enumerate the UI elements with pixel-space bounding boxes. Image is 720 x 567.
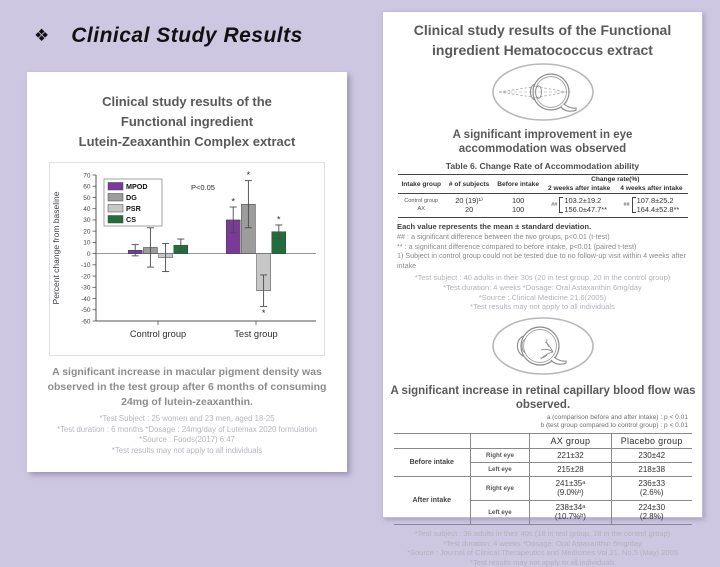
significance-legend (383, 414, 688, 431)
svg-text:P<0.05: P<0.05 (191, 183, 215, 192)
footnote-line: *Source : Clinical Medicine 21.6(2005) (478, 292, 607, 302)
table1-subheader: 2 weeks after intake (547, 185, 611, 192)
right-title-line: ingredient Hematococcus extract (432, 42, 653, 58)
table2-header (471, 433, 530, 448)
svg-text:10: 10 (83, 239, 91, 247)
table-cell: After intake (394, 476, 471, 524)
table-cell (615, 194, 687, 218)
table-cell: 230±42 (611, 448, 691, 462)
svg-text:-10: -10 (81, 262, 91, 270)
slide-title-row (34, 24, 303, 48)
left-title-line: Functional ingredient (120, 114, 254, 129)
note-line: ** : a significant difference compared to before intake, p<0.01 (paired t-test) (397, 241, 637, 251)
svg-text:*: * (277, 214, 281, 225)
svg-text:50: 50 (83, 194, 91, 202)
svg-text:Test group: Test group (234, 329, 278, 339)
table-cell: Right eye (471, 476, 530, 500)
svg-text:60: 60 (83, 183, 91, 191)
left-title-line: Clinical study results of the (102, 94, 272, 109)
bar-chart (49, 162, 325, 356)
table1-header: Intake group (401, 180, 442, 188)
svg-text:0: 0 (86, 250, 91, 258)
svg-text:*: * (231, 196, 235, 207)
svg-text:*: * (246, 170, 251, 181)
bloodflow-table (394, 433, 692, 525)
svg-text:Percent change from baseline: Percent change from baseline (51, 191, 61, 305)
table1-span-header: Change rate(%) (591, 176, 640, 183)
right-panel (382, 11, 703, 567)
right-footnotes-2 (383, 529, 702, 567)
table-cell: Control group AX (404, 198, 439, 212)
note-line: ## : a significant difference between the two groups, p<0.01 (t-test) (397, 232, 610, 241)
table-cell: Right eye (471, 448, 530, 462)
right-finding-1: A significant improvement in eye accommodation was observed (452, 129, 633, 155)
diamond-bullet-icon: ❖ (34, 26, 50, 45)
group-diff-marker: ## (551, 202, 558, 208)
table-cell: 238±34ᵃ (10.7%ᵇ) (529, 500, 611, 524)
svg-text:PSR: PSR (126, 204, 141, 213)
svg-text:DG: DG (126, 193, 137, 202)
table1-caption: Table 6. Change Rate of Accommodation ability (445, 161, 640, 171)
svg-text:Control group: Control group (129, 329, 187, 339)
eye-bloodflow-figure (383, 316, 702, 381)
table-cell: 236±33 (2.6%) (611, 476, 691, 500)
slide-title: Clinical Study Results (71, 24, 303, 47)
bracket: 107.8±25.2 164.4±52.8** (632, 196, 680, 214)
right-title-line: Clinical study results of the Functional (413, 22, 672, 38)
legend-line: a (comparison before and after intake) : p < 0.01 (546, 413, 688, 421)
footnote-line: *Test duration: 4 weeks *Dosage: Oral Astaxanthin 6mg/day (443, 538, 642, 548)
right-panel-title (383, 20, 702, 60)
right-footnotes-1 (383, 273, 702, 311)
eye-accommodation-figure (383, 62, 702, 127)
svg-text:70: 70 (83, 172, 91, 180)
footnote-line: *Test duration : 6 months *Dosage : 24mg/day of Lutemax 2020 formulation (56, 424, 318, 434)
table1-header: Before intake (497, 180, 540, 188)
footnote-line: *Test subject : 36 adults in their 40s (18 in test group, 18 in the control group) (414, 528, 671, 538)
bar-chart-svg (50, 163, 322, 353)
footnote-line: *Test results may not apply to all individuals (111, 445, 263, 455)
table2-header: Placebo group (611, 433, 691, 448)
footnote-line: *Source : Foods(2017) 6:47 (139, 435, 235, 444)
svg-text:CS: CS (126, 215, 136, 224)
group-diff-marker: ## (623, 202, 630, 208)
right-finding-2: A significant increase in retinal capillary blood flow was observed. (390, 384, 696, 411)
table2-row (394, 476, 692, 500)
left-footnotes (27, 414, 347, 456)
svg-text:40: 40 (83, 205, 91, 213)
eye-bloodflow-icon (490, 316, 596, 376)
table-cell: 218±38 (611, 462, 691, 476)
accommodation-table (398, 174, 688, 218)
left-title-line: Lutein-Zeaxanthin Complex extract (78, 134, 296, 149)
footnote-line: *Test subject : 40 adults in their 30s (20 in test group, 20 in the control group) (414, 273, 671, 283)
svg-text:MPOD: MPOD (126, 182, 148, 191)
svg-text:-20: -20 (81, 273, 91, 281)
table-cell: 221±32 (529, 448, 611, 462)
legend-line: b (test group compared to control group) : p < 0.01 (540, 422, 688, 430)
note-line: Each value represents the mean ± standard deviation. (397, 222, 592, 231)
bracket: 103.2±19.2 156.0±47.7** (559, 196, 607, 214)
svg-text:-40: -40 (81, 295, 91, 303)
table-cell: 241±35ᵃ (9.0%ᵇ) (529, 476, 611, 500)
table-cell: 100 100 (511, 196, 525, 214)
left-panel-title (27, 92, 347, 152)
table-cell: 224±30 (2.8%) (611, 500, 691, 524)
table-cell: Left eye (471, 462, 530, 476)
table-cell: 20 (19)¹⁾ 20 (455, 196, 483, 214)
table-cell (543, 194, 615, 218)
table2-header: AX group (529, 433, 611, 448)
table1-header-row (398, 175, 688, 185)
table2-row (394, 448, 692, 462)
svg-text:-60: -60 (81, 318, 91, 326)
table2-header (394, 433, 471, 448)
table-cell: Before intake (394, 448, 471, 476)
footnote-line: *Source : Journal of Clinical Therapeutics and Medicines Vol.21, No.5 (May) 2005 (407, 548, 678, 558)
left-finding: A significant increase in macular pigment density was observed in the test group after 6 months of consuming 24mg of lutein-zeaxanthin. (47, 366, 327, 408)
footnote-line: *Test results may not apply to all individuals (470, 557, 615, 567)
table1-data-row (398, 194, 688, 218)
svg-text:20: 20 (83, 228, 91, 236)
footnote-line: *Test Subject : 25 women and 23 men, aged 18-25 (99, 414, 275, 423)
eye-accommodation-icon (491, 62, 595, 122)
svg-text:-50: -50 (81, 307, 91, 315)
svg-text:30: 30 (83, 217, 91, 225)
table-cell: Left eye (471, 500, 530, 524)
table1-notes (397, 222, 688, 270)
table2-header-row (394, 433, 692, 448)
table-cell: 215±28 (529, 462, 611, 476)
note-line: 1) Subject in control group could not be tested due to no follow-up visit within 4 weeks after intake (397, 251, 686, 270)
left-panel (27, 72, 347, 472)
svg-text:*: * (261, 307, 266, 318)
footnote-line: *Test results may not apply to all individuals (470, 302, 615, 312)
footnote-line: *Test duration: 4 weeks *Dosage: Oral Astaxanthin 6mg/day (443, 282, 642, 292)
svg-text:-30: -30 (81, 284, 91, 292)
table1-subheader: 4 weeks after intake (620, 185, 683, 192)
table1-header: # of subjects (448, 180, 490, 188)
